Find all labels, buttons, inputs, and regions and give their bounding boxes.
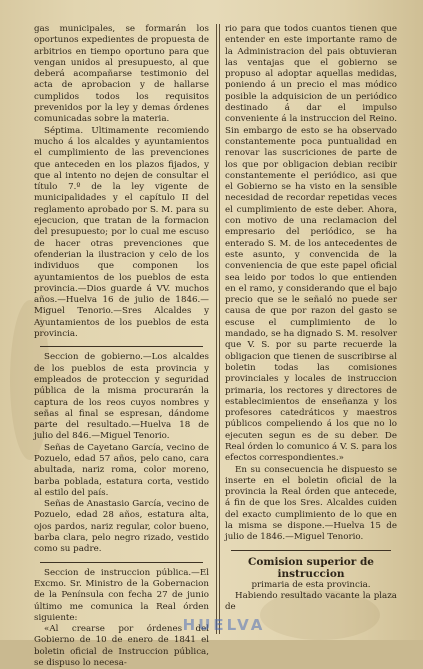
article-paragraph: Señas de Cayetano García, vecino de Pozuelo, edad 57 años, pelo cano, cara abultada, nariz roma, color moreno, barba poblada, estatura corta, vestido al estilo del país.	[34, 442, 209, 498]
article-paragraph: Señas de Anastasio García, vecino de Pozuelo, edad 28 años, estatura alta, ojos pardos, nariz regular, color bueno, barba clara, pelo negro rizado, vestido como su padre.	[34, 499, 209, 555]
column-divider	[216, 24, 217, 634]
article-paragraph: Seccion de gobierno.—Los alcaldes de los pueblos de esta provincia y empleados de proteccion y seguridad pública de la misma procurarán la captura de los reos cuyos nombres y señas al final se espresan, dándome parte del resultado.—Huelva 18 de julio del 846.—Miguel Tenorio.	[34, 352, 209, 442]
section-heading: Comision superior de instruccion	[248, 555, 374, 580]
article-paragraph: rio para que todos cuantos tienen que entender en este importante ramo de la Administracion del pais obtuvieran las ventajas que el gobierno se propuso al adoptar aquellas medidas, poniendo á un precio el mas módico posible la adquisicion de un periódico destinado á dar el impulso conveniente á la instruccion del Reino. Sin embargo de esto se ha observado constantemente poca puntualidad en renovar las suscriciones de parte de los que por obligacion debian recibir constantemente el periódico, asi que el Gobierno se ha visto en la sensible necesidad de recordar repetidas veces el cumplimiento de este deber. Ahora, con motivo de una reclamacion del empresario del periódico, se ha enterado S. M. de los antecedentes de este asunto, y convencida de la conveniencia de que este papel oficial sea leido por todos lo que entienden en el ramo, y considerando que el bajo precio que se le señaló no puede ser causa de que por razon del gasto se escuse el cumplimiento de lo mandado, se ha dignado S. M. resolver que V. S. por su parte recuerde la obligacion que tienen de suscribirse al boletin todas las comisiones provinciales y locales de instruccion primaria, los rectores y directores de establecimientos de enseñanza y los profesores catedráticos y maestros públicos compeliendo á los que no lo ejecuten segun es de su deber. De Real órden lo comunico á V. S. para los efectos correspondientes.»	[225, 24, 397, 464]
article-paragraph: Habiendo resultado vacante la plaza de	[225, 590, 397, 613]
section-separator	[40, 562, 203, 563]
article-paragraph: En su consecuencia he dispuesto se inserte en el boletin oficial de la provincia la Real órden que antecede, á fin de que los Sres. Alcaldes cuiden del exacto cumplimiento de lo que en la misma se dispone.—Huelva 15 de julio de 1846.—Miguel Tenorio.	[225, 464, 397, 543]
section-separator	[40, 346, 203, 347]
article-paragraph: Séptima. Ultimamente recomiendo mucho á los alcaldes y ayuntamientos el cumplimiento de las prevenciones que anteceden en los plazos fijados, y que al intento no dejen de consultar el título 7.º de la ley vigente de municipalidades y el capítulo II del reglamento aprobado por S. M. para su ejecucion, que tratan de la formacion del presupuesto; por lo cual me escuso de hacer otras prevenciones que ofenderian la ilustracion y celo de los individuos que componen los ayuntamientos de los pueblos de esta provincia.—Dios guarde á VV. muchos años.—Huelva 16 de julio de 1846.—Miguel Tenorio.—Sres Alcaldes y Ayuntamientos de los pueblos de esta provincia.	[34, 125, 209, 340]
column-divider	[219, 24, 220, 634]
library-stamp: HUELVA	[182, 616, 266, 634]
section-subheading: primaria de esta provincia.	[251, 579, 371, 590]
section-separator	[231, 550, 391, 551]
right-column	[225, 24, 397, 634]
article-paragraph: Seccion de instruccion pública.—El Excmo. Sr. Ministro de la Gobernacion de la Península con fecha 27 de junio último me comunica la Real órden siguiente:	[34, 567, 209, 623]
article-paragraph: gas municipales, se formarán los oportunos expedientes de propuesta de arbitrios en tiempo oportuno para que vengan unidos al presupuesto, al que deberá acompañarse testimonio del acta de aprobacion y de hallarse cumplidos todos los requisitos prevenidos por la ley y demas órdenes comunicadas sobre la materia.	[34, 24, 209, 125]
article-paragraph: «Al crearse por órdenes del Gobierno de 10 de enero de 1841 el boletin oficial de Instruccion pública, se dispuso lo necesa-	[34, 624, 209, 669]
left-column	[34, 24, 209, 669]
